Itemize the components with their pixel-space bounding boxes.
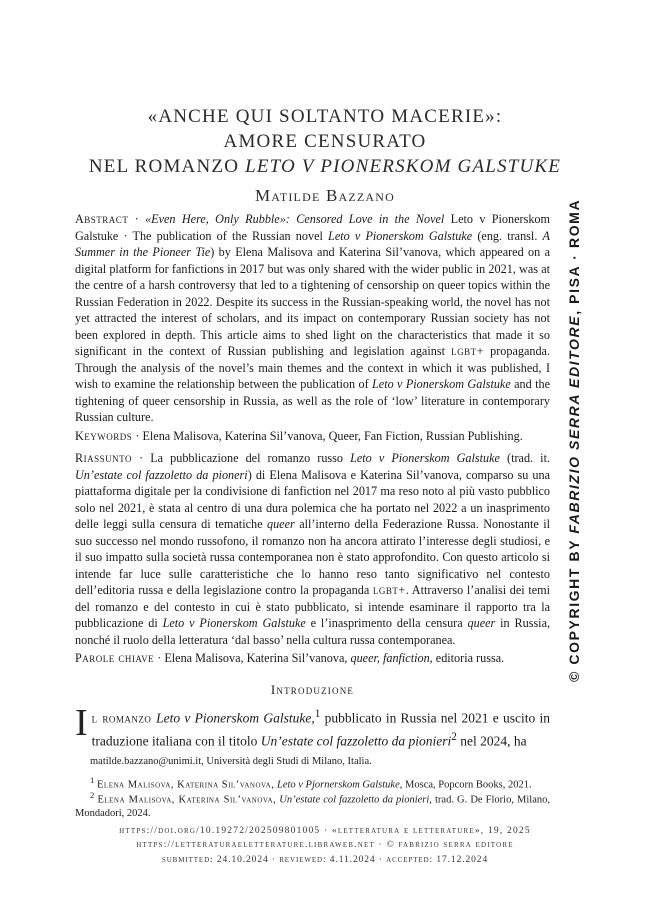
title-prefix: NEL ROMANZO: [88, 156, 246, 177]
footnote-rest: , trad. G. De Florio, Milano, Mondadori, 2024.: [75, 794, 551, 819]
text: pubblicato in Russia nel 2021 e uscito in traduzione italiana con il titolo: [91, 710, 551, 748]
abstract-title-roman: Leto v Pionerskom Galstuke: [75, 212, 550, 243]
text: queer: [467, 616, 496, 630]
text: in Russia, nonché il ruolo della letteratura ‘dal basso’ nella cultura russa contemporanea.: [75, 616, 551, 647]
footnote-2: [75, 789, 550, 821]
abstract-label: Abstract: [75, 212, 129, 226]
riassunto-label: Riassunto: [75, 451, 132, 465]
drop-cap: I: [75, 702, 88, 744]
footnote-number: 2: [90, 790, 95, 800]
footnote-title: Un’estate col fazzoletto da pionieri: [279, 794, 430, 806]
copyright-sidebar: [560, 198, 588, 682]
text: l romanzo: [91, 710, 157, 726]
footnote-number: 1: [90, 775, 95, 785]
text: (eng. transl.: [472, 228, 543, 243]
text: ) di Elena Malisova e Katerina Sil’vanova, comparso su una piattaforma digitale per la condivisione di fanfiction nel 2017 ma reso noto al più vasto pubblico solo nel 2021, è stata al centro di una dura polemica che ha portato nel 2022 a un inasprimento delle leggi sulla censura di tematiche: [75, 467, 551, 531]
text: editoria russa.: [432, 651, 505, 665]
riassunto: [75, 450, 550, 648]
footnote-ref-1[interactable]: 1: [314, 708, 321, 720]
keywords: [75, 428, 550, 445]
article-title-line-3: [60, 155, 590, 179]
text: · Elena Malisova, Katerina Sil’vanova,: [154, 651, 351, 665]
abstract-sep: ·: [128, 212, 146, 226]
article-title-line-2: AMORE CENSURATO: [223, 131, 427, 152]
text: Leto v Pionerskom Galstuke: [162, 616, 306, 630]
text: all’interno della Federazione Russa. Nonostante il suo successo nel mondo russofono, il romanzo non ha ancora attirato l’interesse degli studiosi, e il suo impatto sulla società russa contemporanea non è stato approfondito. Con questo articolo si intende far luce sulle caratteristiche che lo hanno reso tanto significativo nel contesto dell’editoria russa e della legislazione contro la propaganda: [75, 517, 550, 597]
text: . Attraverso l’analisi dei temi del romanzo e del contesto in cui è stato pubblicato, si intende esaminare il rapporto tra la pubblicazione di: [75, 583, 551, 630]
footnote-rest: , Mosca, Popcorn Books, 2021.: [399, 779, 532, 791]
footer-doi[interactable]: https://doi.org/10.19272/202509801005 · «letteratura e letterature», 19, 2025: [119, 826, 531, 836]
text: Un’estate col fazzoletto da pioneri: [75, 467, 248, 482]
text: (trad. it.: [499, 451, 551, 465]
section-heading-introduzione: Introduzione: [270, 682, 355, 697]
text: Leto v Pionerskom Galstuke: [350, 451, 500, 465]
parole-chiave: [75, 650, 550, 667]
text: Un’estate col fazzoletto da pionieri: [260, 733, 452, 748]
keywords-text: · Elena Malisova, Katerina Sil’vanova, Queer, Fan Fiction, Russian Publishing.: [132, 429, 523, 443]
text: lgbt+: [372, 583, 406, 597]
text: propaganda. Through the analysis of the novel’s main themes and the context in which it was published, I wish to examine the relationship between the publication of: [75, 344, 550, 391]
text: A Summer in the Pioneer Tie: [75, 228, 550, 259]
text: lgbt+: [451, 344, 484, 358]
text: Leto v Pionerskom Galstuke,: [156, 710, 315, 726]
author-name: Matilde Bazzano: [254, 186, 396, 205]
article-title-line-1: «ANCHE QUI SOLTANTO MACERIE»:: [147, 106, 503, 127]
abstract-title-italic: «Even Here, Only Rubble»: Censored Love in the Novel: [145, 212, 445, 226]
text: and the tightening of queer censorship in Russia, as well as the role of ‘low’ literature in contemporary Russian culture.: [75, 377, 550, 424]
text: Leto v Pionerskom Galstuke: [328, 228, 473, 243]
copyright-suffix: , PISA · ROMA: [566, 198, 582, 315]
author-email-affiliation: matilde.bazzano@unimi.it, Università degli Studi di Milano, Italia.: [90, 756, 372, 767]
footnote-authors: Elena Malisova, Katerina Sil’vanova,: [97, 779, 275, 791]
abstract: [75, 211, 550, 426]
copyright-publisher: FABRIZIO SERRA EDITORE: [566, 314, 582, 534]
footer-dates: submitted: 24.10.2024 · reviewed: 4.11.2024 · accepted: 17.12.2024: [161, 855, 489, 865]
text: nel 2024, ha: [456, 733, 527, 748]
text: queer, fanfiction,: [350, 651, 433, 665]
footnote-title: Leto v Pjornerskom Galstuke: [276, 779, 400, 791]
footnote-ref-2[interactable]: 2: [451, 730, 457, 743]
text: · La pubblicazione del romanzo russo: [131, 451, 351, 465]
text: e l’inasprimento della censura: [305, 616, 468, 630]
footer-url[interactable]: https://letteraturaeletterature.libraweb.net · © fabrizio serra editore: [136, 840, 514, 850]
text: Leto v Pionerskom Galstuke: [372, 377, 511, 391]
text: queer: [266, 517, 295, 531]
footnote-authors: Elena Malisova, Katerina Sil’vanova,: [97, 794, 277, 806]
parole-chiave-label: Parole chiave: [75, 651, 155, 665]
text: ) by Elena Malisova and Katerina Sil’vanova, which appeared on a digital platform for fanfictions in 2017 but was only shared with the wider public in 2021, was at the centre of a harsh controversy that led to a tightening of censorship on queer topics within the Russian Federation in 2022. Despite its success in the Russian-speaking world, the novel has not yet attracted the interest of scholars, and its impact on contemporary Russian society has not been explored in depth. This article aims to shed light on the characteristics that made it so significant in the context of Russian publishing and legislation against: [75, 245, 550, 358]
keywords-label: Keywords: [75, 429, 133, 443]
body-paragraph: [75, 702, 551, 750]
title-italic: LETO V PIONERSKOM GALSTUKE: [245, 156, 562, 177]
copyright-prefix: © COPYRIGHT BY: [566, 533, 582, 682]
text: · The publication of the Russian novel: [118, 228, 329, 243]
